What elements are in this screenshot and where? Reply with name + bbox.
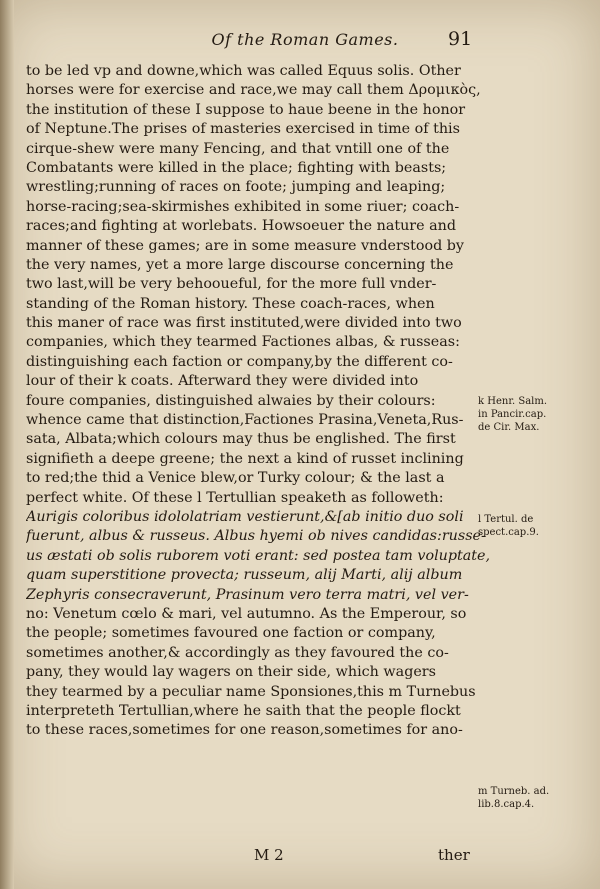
text-line: to be led vp and downe,which was called Equus solis. Other (26, 63, 461, 79)
text-line: whence came that distinction,Factiones Prasina,Veneta,Rus- (26, 412, 464, 429)
text-line: lour of their k coats. Afterward they were divided into (26, 373, 419, 390)
text-line: to red;the thid a Venice blew,or Turky colour; & the last a (26, 470, 445, 487)
margin-note-m-1: m Turneb. ad. (478, 786, 550, 797)
margin-note-k-3: de Cir. Max. (478, 422, 540, 433)
signature-mark: M 2 (254, 846, 284, 864)
text-line: sata, Albata;which colours may thus be englished. The first (26, 431, 456, 448)
catchword: ther (438, 846, 470, 864)
text-line: horse-racing;sea-skirmishes exhibited in some riuer; coach- (26, 198, 460, 215)
text-line: cirque-shew were many Fencing, and that vntill one of the (26, 140, 450, 157)
latin-quote-line: quam superstitione provecta; russeum, alij Marti, alij album (26, 567, 463, 584)
text-line: races;and fighting at worlebats. Howsoeuer the nature and (26, 218, 457, 235)
page-gutter-shadow (0, 0, 14, 889)
text-line: companies, which they tearmed Factiones albas, & russeas: (26, 334, 460, 351)
margin-note-m-2: lib.8.cap.4. (478, 799, 535, 810)
text-line: pany, they would lay wagers on their side, which wagers (26, 664, 436, 681)
margin-note-l-2: spect.cap.9. (478, 527, 539, 538)
text-line: horses were for exercise and race,we may call them Δρομικὸς, (26, 82, 481, 99)
text-line: the very names, yet a more large discourse concerning the (26, 256, 454, 273)
text-line: the people; sometimes favoured one faction or company, (26, 625, 436, 642)
margin-note-k-1: k Henr. Salm. (478, 396, 548, 407)
text-line: Combatants were killed in the place; fighting with beasts; (26, 159, 447, 176)
text-line: no: Venetum cœlo & mari, vel autumno. As the Emperour, so (26, 605, 467, 622)
text-line: standing of the Roman history. These coach-races, when (26, 295, 435, 312)
text-line: interpreteth Tertullian,where he saith that the people flockt (26, 702, 461, 719)
running-title: Of the Roman Games. (211, 30, 399, 49)
text-line: foure companies, distinguished alwaies by their colours: (26, 392, 436, 409)
text-line: manner of these games; are in some measure vnderstood by (26, 237, 465, 254)
latin-quote-line: Aurigis coloribus idololatriam vestierunt,&[ab initio duo soli (26, 508, 464, 525)
text-line: wrestling;running of races on foote; jumping and leaping; (26, 179, 446, 196)
text-line: to these races,sometimes for one reason,sometimes for ano- (26, 722, 463, 739)
latin-quote-line: Zephyris consecraverunt, Prasinum vero terra matri, vel ver- (26, 586, 469, 603)
text-line: the institution of these I suppose to haue beene in the honor (26, 101, 466, 118)
text-line: this maner of race was first instituted,were divided into two (26, 315, 462, 332)
text-line: distinguishing each faction or company,by the different co- (26, 353, 453, 370)
latin-quote-line: us æstati ob solis ruborem voti erant: sed postea tam voluptate, (26, 547, 491, 564)
page-number: 91 (448, 28, 473, 50)
text-line: of Neptune.The prises of masteries exercised in time of this (26, 121, 460, 138)
body-text (26, 62, 510, 741)
text-line: two last,will be very behooueful, for the more full vnder- (26, 276, 437, 293)
text-line: they tearmed by a peculiar name Sponsiones,this m Turnebus (26, 683, 476, 700)
margin-note-l-1: l Tertul. de (478, 514, 534, 525)
text-line: perfect white. Of these l Tertullian speaketh as followeth: (26, 489, 444, 506)
text-line: signifieth a deepe greene; the next a kind of russet inclining (26, 450, 464, 467)
latin-quote-line: fuerunt, albus & russeus. Albus hyemi ob nives candidas:russe- (26, 528, 486, 545)
text-line: sometimes another,& accordingly as they favoured the co- (26, 644, 449, 661)
margin-note-k-2: in Pancir.cap. (478, 409, 547, 420)
